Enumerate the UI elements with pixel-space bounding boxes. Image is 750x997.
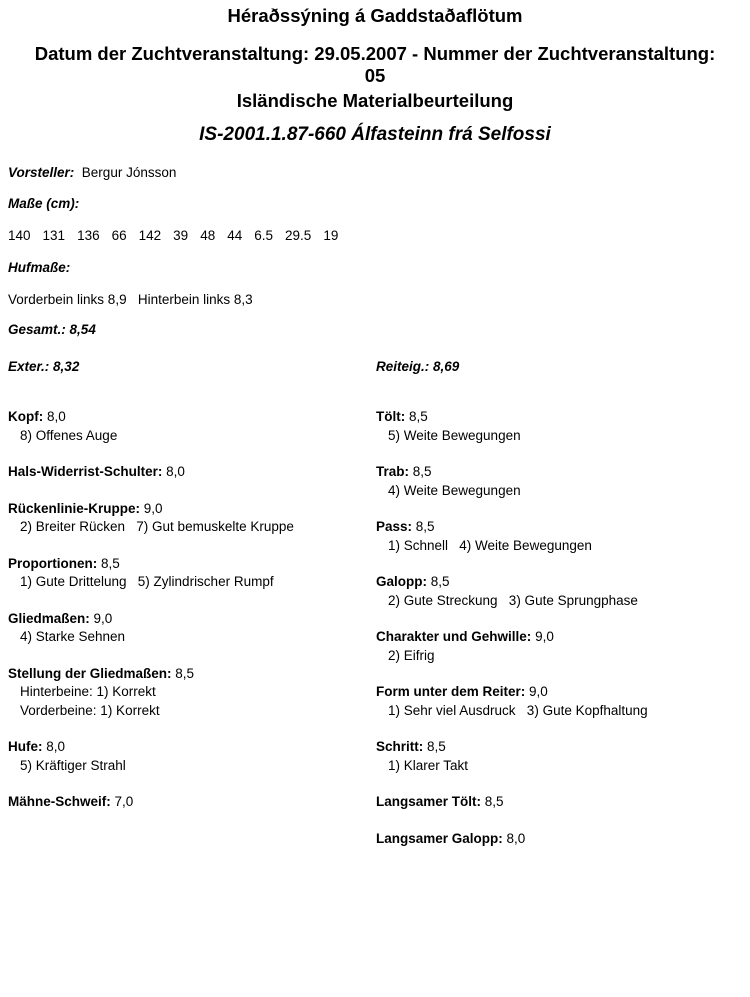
- measure-value: 131: [42, 228, 66, 243]
- score-item-value: 9,0: [535, 629, 554, 644]
- event-line-1: Datum der Zuchtveranstaltung: 29.05.2007 - Nummer der Zuchtveranstaltung:: [34, 43, 716, 64]
- score-item-name: Schritt:: [376, 739, 424, 754]
- presenter-line: [8, 164, 176, 181]
- score-item: [376, 793, 741, 812]
- measure-value: 19: [323, 228, 339, 243]
- score-item-note: 1) Gute Drittelung 5) Zylindrischer Rumpf: [20, 574, 274, 589]
- score-item-name: Gliedmaßen:: [8, 610, 90, 626]
- measure-value: 44: [227, 228, 243, 243]
- hoof-label: Hufmaße:: [8, 260, 71, 275]
- score-item-value: 8,5: [430, 574, 450, 589]
- score-item-header: [376, 408, 741, 427]
- measure-value: 66: [111, 228, 127, 243]
- event-line: [0, 43, 750, 87]
- score-item-name: Galopp:: [376, 574, 427, 589]
- score-item: [376, 573, 741, 610]
- score-item: [8, 610, 373, 647]
- score-item-value: 8,5: [415, 519, 435, 534]
- horse-title: IS-2001.1.87-660 Álfasteinn frá Selfossi: [199, 124, 551, 145]
- measure-value: 142: [138, 228, 162, 243]
- score-item-name: Hufe:: [8, 739, 43, 754]
- score-item-header: [8, 665, 373, 684]
- score-item-header: [376, 738, 741, 757]
- score-item-name: Rückenlinie-Kruppe:: [8, 500, 141, 516]
- score-item-header: [376, 793, 741, 812]
- score-item-header: [376, 573, 741, 592]
- conformation-list: [8, 408, 373, 830]
- score-item-header: [376, 463, 741, 482]
- score-item-header: [8, 793, 373, 812]
- total-score: [8, 321, 96, 338]
- score-item-value: 8,5: [412, 464, 432, 479]
- score-item-value: 8,5: [175, 665, 195, 681]
- score-item-value: 8,5: [427, 739, 446, 754]
- conformation-label: Exter.:: [8, 359, 50, 374]
- score-item-header: [8, 610, 373, 629]
- riding-list: [376, 408, 741, 866]
- score-item-note: 4) Weite Bewegungen: [388, 482, 521, 498]
- score-item-note: Hinterbeine: 1) Korrekt: [20, 684, 156, 699]
- total-value: 8,54: [69, 322, 96, 337]
- score-item-note: 5) Weite Bewegungen: [388, 427, 521, 443]
- hoof-front: Vorderbein links 8,9: [8, 292, 127, 307]
- score-item-header: [376, 683, 741, 702]
- score-item-name: Stellung der Gliedmaßen:: [8, 665, 172, 681]
- hoof-values: [8, 291, 253, 308]
- score-item-note: 2) Gute Streckung 3) Gute Sprungphase: [388, 592, 638, 608]
- total-label: Gesamt.:: [8, 322, 66, 337]
- score-item-note: 4) Starke Sehnen: [20, 629, 126, 644]
- score-item-name: Charakter und Gehwille:: [376, 629, 532, 644]
- conformation-value: 8,32: [53, 359, 80, 374]
- score-item-name: Hals-Widerrist-Schulter:: [8, 464, 163, 479]
- score-item-header: [8, 500, 373, 519]
- score-item-header: [8, 463, 373, 482]
- measures-list: [8, 227, 350, 244]
- score-item: [8, 463, 373, 482]
- measure-value: 140: [8, 228, 31, 243]
- score-item-name: Kopf:: [8, 409, 44, 424]
- score-item-header: [8, 408, 373, 427]
- score-item-name: Tölt:: [376, 409, 406, 424]
- score-item-value: 9,0: [93, 610, 113, 626]
- event-line-2: 05: [364, 65, 386, 86]
- score-item: [8, 500, 373, 537]
- score-item: [376, 408, 741, 445]
- score-item-note: 2) Eifrig: [388, 647, 435, 663]
- score-item: [8, 408, 373, 445]
- score-item: [8, 555, 373, 592]
- score-item-value: 9,0: [529, 684, 548, 699]
- score-item-value: 7,0: [114, 794, 134, 809]
- score-item-value: 8,0: [506, 830, 526, 846]
- show-name: Héraðssýning á Gaddstaðaflötum: [227, 5, 523, 26]
- score-item-name: Proportionen:: [8, 555, 98, 571]
- score-item-name: Langsamer Tölt:: [376, 794, 482, 809]
- score-item-name: Trab:: [376, 464, 410, 479]
- measure-value: 29.5: [285, 228, 312, 243]
- presenter-name: Bergur Jónsson: [81, 165, 177, 180]
- score-item-header: [8, 555, 373, 574]
- score-item-note: 1) Sehr viel Ausdruck 3) Gute Kopfhaltung: [388, 702, 648, 718]
- score-item: [376, 518, 741, 555]
- score-item-note: 1) Schnell 4) Weite Bewegungen: [388, 537, 592, 553]
- score-item-note: 1) Klarer Takt: [388, 757, 469, 773]
- score-item-value: 8,5: [409, 409, 428, 424]
- score-item-value: 8,0: [47, 409, 66, 424]
- presenter-label: Vorsteller:: [8, 165, 75, 180]
- score-item: [376, 463, 741, 500]
- score-item-value: 8,0: [166, 464, 185, 479]
- conformation-score: [8, 358, 79, 375]
- score-item-name: Mähne-Schweif:: [8, 794, 111, 809]
- score-item-note: 2) Breiter Rücken 7) Gut bemuskelte Kruppe: [20, 519, 294, 534]
- riding-label: Reiteig.:: [376, 359, 430, 374]
- score-item-value: 8,5: [484, 794, 504, 809]
- score-item-name: Pass:: [376, 519, 413, 534]
- riding-score: [376, 358, 459, 375]
- measures-label: Maße (cm):: [8, 196, 80, 211]
- score-item-header: [376, 518, 741, 537]
- measure-value: 6.5: [254, 228, 274, 243]
- score-item-header: [376, 830, 741, 849]
- score-item-note: 8) Offenes Auge: [20, 427, 118, 443]
- score-item: [376, 738, 741, 775]
- subtitle: Isländische Materialbeurteilung: [236, 90, 514, 111]
- score-item: [376, 683, 741, 720]
- score-item-name: Form unter dem Reiter:: [376, 684, 526, 699]
- score-item-value: 8,0: [46, 739, 66, 754]
- score-item: [376, 628, 741, 665]
- hoof-hind: Hinterbein links 8,3: [137, 292, 253, 307]
- measure-value: 136: [77, 228, 100, 243]
- score-item: [8, 665, 373, 721]
- riding-value: 8,69: [433, 359, 460, 374]
- measure-value: 39: [173, 228, 189, 243]
- score-item-value: 9,0: [143, 500, 163, 516]
- score-item-name: Langsamer Galopp:: [376, 830, 503, 846]
- score-item-note: Vorderbeine: 1) Korrekt: [20, 702, 160, 718]
- score-item-value: 8,5: [101, 555, 120, 571]
- score-item: [376, 830, 741, 849]
- score-item-header: [8, 738, 373, 757]
- score-item-header: [376, 628, 741, 647]
- score-item: [8, 793, 373, 812]
- measure-value: 48: [200, 228, 216, 243]
- score-item-note: 5) Kräftiger Strahl: [20, 757, 126, 773]
- score-item: [8, 738, 373, 775]
